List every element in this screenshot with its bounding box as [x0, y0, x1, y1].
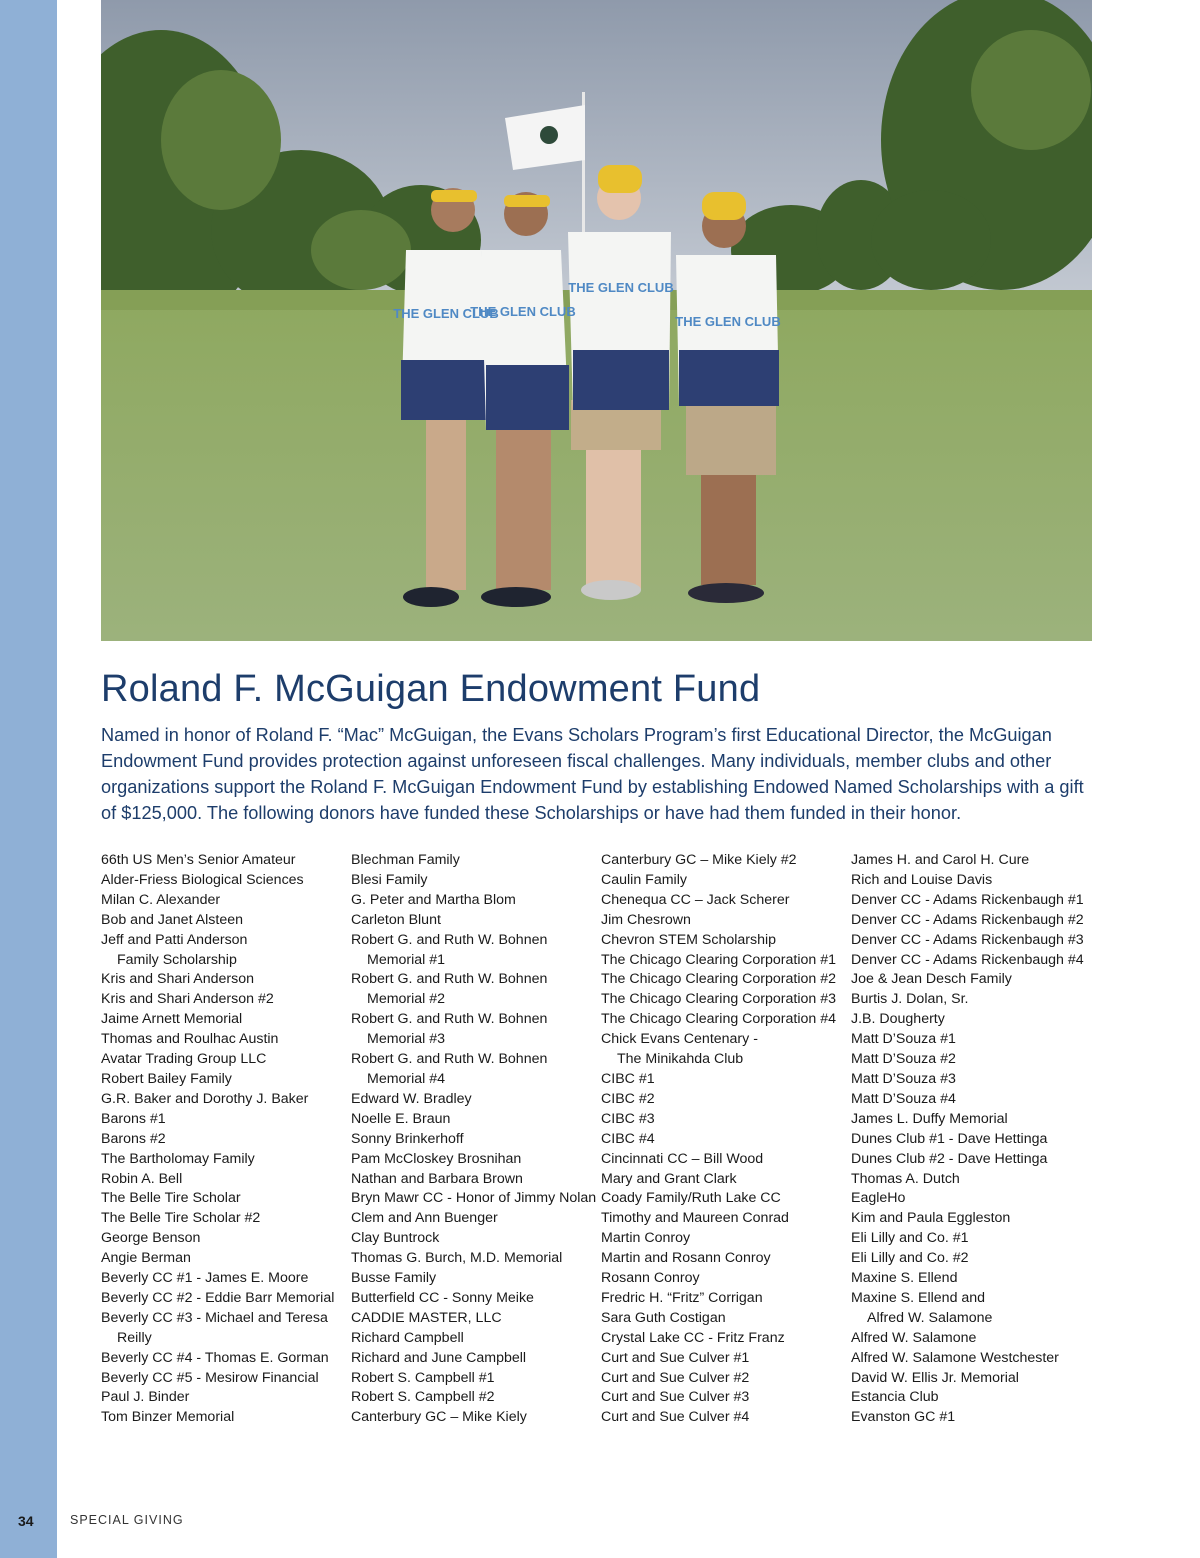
donor-entry: David W. Ellis Jr. Memorial: [851, 1369, 1019, 1386]
page-title: Roland F. McGuigan Endowment Fund: [101, 668, 761, 710]
donor-entry: Rich and Louise Davis: [851, 871, 993, 888]
donor-entry: Curt and Sue Culver #1: [601, 1349, 750, 1366]
donor-entry: Robert S. Campbell #1: [351, 1369, 495, 1386]
donor-entry: Busse Family: [351, 1270, 437, 1287]
donor-entry: Matt D’Souza #3: [851, 1070, 956, 1087]
donor-entry: Clay Buntrock: [351, 1230, 440, 1247]
donor-entry: Maxine S. Ellend and: [851, 1289, 986, 1306]
donor-entry: Robert G. and Ruth W. Bohnen: [351, 971, 548, 988]
donor-entry: Cincinnati CC – Bill Wood: [601, 1150, 764, 1167]
donor-entry: Robert G. and Ruth W. Bohnen: [351, 931, 548, 948]
donor-entry: Avatar Trading Group LLC: [101, 1051, 267, 1068]
donor-entry: Memorial #4: [367, 1070, 446, 1087]
donor-entry: Alfred W. Salamone: [851, 1329, 977, 1346]
donor-entry: Milan C. Alexander: [101, 891, 221, 908]
donor-entry: CIBC #2: [601, 1090, 655, 1107]
donor-entry: Kris and Shari Anderson: [101, 971, 254, 988]
donor-entry: Memorial #2: [367, 991, 446, 1008]
donor-entry: Chevron STEM Scholarship: [601, 931, 777, 948]
donor-entry: Beverly CC #1 - James E. Moore: [101, 1270, 309, 1287]
donor-entry: Bryn Mawr CC - Honor of Jimmy Nolan: [351, 1190, 597, 1207]
donor-entry: Burtis J. Dolan, Sr.: [851, 991, 969, 1008]
donor-entry: Denver CC - Adams Rickenbaugh #4: [851, 951, 1084, 968]
section-label: SPECIAL GIVING: [70, 1513, 184, 1527]
donor-entry: Evanston GC #1: [851, 1409, 956, 1426]
donor-entry: Thomas G. Burch, M.D. Memorial: [351, 1250, 563, 1267]
donor-entry: CIBC #1: [601, 1070, 655, 1087]
donor-entry: Caulin Family: [601, 871, 687, 888]
donor-entry: Blechman Family: [351, 852, 460, 868]
donor-entry: Clem and Ann Buenger: [351, 1210, 498, 1227]
donor-entry: J.B. Dougherty: [851, 1011, 945, 1028]
donor-entry: Matt D’Souza #2: [851, 1051, 956, 1068]
donor-column-3: [601, 851, 851, 1428]
donor-entry: Eli Lilly and Co. #1: [851, 1230, 969, 1247]
donor-entry: Mary and Grant Clark: [601, 1170, 737, 1187]
donor-entry: Eli Lilly and Co. #2: [851, 1250, 969, 1267]
donor-entry: The Belle Tire Scholar #2: [101, 1210, 261, 1227]
donor-entry: Memorial #3: [367, 1031, 446, 1048]
donor-entry: Sara Guth Costigan: [601, 1309, 726, 1326]
vest-text-3: THE GLEN CLUB: [568, 280, 674, 295]
donor-entry: Dunes Club #1 - Dave Hettinga: [851, 1130, 1048, 1147]
donor-entry: Beverly CC #4 - Thomas E. Gorman: [101, 1349, 329, 1366]
donor-entry: The Chicago Clearing Corporation #4: [601, 1011, 837, 1028]
donor-entry: Nathan and Barbara Brown: [351, 1170, 523, 1187]
donor-entry: Memorial #1: [367, 951, 446, 968]
donor-entry: Maxine S. Ellend: [851, 1270, 958, 1287]
donor-entry: Robert G. and Ruth W. Bohnen: [351, 1051, 548, 1068]
donor-entry: Blesi Family: [351, 871, 428, 888]
donor-entry: CIBC #3: [601, 1110, 655, 1127]
page-number: 34: [18, 1513, 34, 1529]
donor-entry: Curt and Sue Culver #4: [601, 1409, 750, 1426]
intro-paragraph: Named in honor of Roland F. “Mac” McGuigan, the Evans Scholars Program’s first Educational Director, the McGuigan Endowment Fund provides protection against unforeseen fiscal challenges. Many individuals, member clubs and other organizations support the Roland F. McGuigan Endowment Fund by establishing Endowed Named Scholarships with a gift of $125,000. The following donors have funded these Scholarships or have had them funded in their honor.: [101, 725, 1084, 823]
caddie-group-photo: [101, 0, 1092, 641]
donor-entry: Alfred W. Salamone: [867, 1309, 993, 1326]
donor-list: [101, 851, 1101, 1428]
donor-entry: Canterbury GC – Mike Kiely: [351, 1409, 527, 1426]
donor-entry: Paul J. Binder: [101, 1389, 190, 1406]
donor-entry: CADDIE MASTER, LLC: [351, 1309, 502, 1326]
donor-entry: Curt and Sue Culver #3: [601, 1389, 750, 1406]
donor-entry: Jaime Arnett Memorial: [101, 1011, 243, 1028]
donor-column-4: [851, 851, 1101, 1428]
donor-entry: Alder-Friess Biological Sciences: [101, 871, 304, 888]
donor-entry: Family Scholarship: [117, 951, 237, 968]
donor-entry: James H. and Carol H. Cure: [851, 852, 1030, 868]
donor-entry: The Minikahda Club: [617, 1051, 744, 1068]
donor-entry: Denver CC - Adams Rickenbaugh #1: [851, 891, 1084, 908]
donor-entry: Edward W. Bradley: [351, 1090, 472, 1107]
donor-entry: The Chicago Clearing Corporation #1: [601, 951, 837, 968]
donor-entry: Crystal Lake CC - Fritz Franz: [601, 1329, 785, 1346]
donor-entry: CIBC #4: [601, 1130, 655, 1147]
donor-entry: Fredric H. “Fritz” Corrigan: [601, 1289, 763, 1306]
donor-entry: The Bartholomay Family: [101, 1150, 255, 1167]
vest-text-4: THE GLEN CLUB: [675, 314, 781, 329]
donor-entry: Richard Campbell: [351, 1329, 464, 1346]
donor-entry: Barons #2: [101, 1130, 166, 1147]
donor-entry: Dunes Club #2 - Dave Hettinga: [851, 1150, 1048, 1167]
donor-entry: James L. Duffy Memorial: [851, 1110, 1008, 1127]
donor-entry: Butterfield CC - Sonny Meike: [351, 1289, 534, 1306]
donor-column-2: [351, 851, 601, 1428]
donor-entry: George Benson: [101, 1230, 201, 1247]
donor-entry: Matt D’Souza #4: [851, 1090, 956, 1107]
donor-entry: Sonny Brinkerhoff: [351, 1130, 464, 1147]
donor-entry: Beverly CC #2 - Eddie Barr Memorial: [101, 1289, 335, 1306]
donor-entry: Robert S. Campbell #2: [351, 1389, 495, 1406]
donor-entry: Jeff and Patti Anderson: [101, 931, 248, 948]
donor-entry: Denver CC - Adams Rickenbaugh #2: [851, 911, 1084, 928]
donor-entry: Richard and June Campbell: [351, 1349, 527, 1366]
vest-text-2: THE GLEN CLUB: [470, 304, 576, 319]
donor-entry: The Belle Tire Scholar: [101, 1190, 241, 1207]
donor-entry: Beverly CC #5 - Mesirow Financial: [101, 1369, 319, 1386]
donor-entry: Robert G. and Ruth W. Bohnen: [351, 1011, 548, 1028]
side-color-band: [0, 0, 57, 1558]
donor-entry: Noelle E. Braun: [351, 1110, 451, 1127]
donor-entry: Chick Evans Centenary -: [601, 1031, 758, 1048]
donor-entry: Coady Family/Ruth Lake CC: [601, 1190, 781, 1207]
donor-entry: G.R. Baker and Dorothy J. Baker: [101, 1090, 309, 1107]
donor-entry: Reilly: [117, 1329, 152, 1346]
donor-entry: Denver CC - Adams Rickenbaugh #3: [851, 931, 1084, 948]
donor-entry: Rosann Conroy: [601, 1270, 700, 1287]
donor-entry: Robin A. Bell: [101, 1170, 183, 1187]
donor-entry: The Chicago Clearing Corporation #3: [601, 991, 837, 1008]
donor-entry: Angie Berman: [101, 1250, 191, 1267]
donor-entry: EagleHo: [851, 1190, 906, 1207]
donor-entry: Kris and Shari Anderson #2: [101, 991, 274, 1008]
donor-entry: Jim Chesrown: [601, 911, 691, 928]
donor-entry: Carleton Blunt: [351, 911, 441, 928]
donor-entry: Beverly CC #3 - Michael and Teresa: [101, 1309, 328, 1326]
donor-entry: Thomas and Roulhac Austin: [101, 1031, 279, 1048]
donor-entry: Martin Conroy: [601, 1230, 691, 1247]
donor-entry: Curt and Sue Culver #2: [601, 1369, 750, 1386]
donor-entry: Alfred W. Salamone Westchester: [851, 1349, 1059, 1366]
donor-entry: Kim and Paula Eggleston: [851, 1210, 1011, 1227]
donor-entry: Chenequa CC – Jack Scherer: [601, 891, 790, 908]
donor-entry: Timothy and Maureen Conrad: [601, 1210, 789, 1227]
donor-entry: Thomas A. Dutch: [851, 1170, 960, 1187]
donor-column-1: [101, 851, 351, 1428]
donor-entry: The Chicago Clearing Corporation #2: [601, 971, 837, 988]
vest-text-1: THE GLEN CLUB: [393, 306, 499, 321]
donor-entry: Matt D’Souza #1: [851, 1031, 956, 1048]
donor-entry: 66th US Men’s Senior Amateur: [101, 852, 296, 868]
donor-entry: G. Peter and Martha Blom: [351, 891, 516, 908]
donor-entry: Canterbury GC – Mike Kiely #2: [601, 852, 797, 868]
donor-entry: Martin and Rosann Conroy: [601, 1250, 771, 1267]
donor-entry: Estancia Club: [851, 1389, 939, 1406]
donor-entry: Joe & Jean Desch Family: [851, 971, 1012, 988]
donor-entry: Robert Bailey Family: [101, 1070, 232, 1087]
donor-entry: Pam McCloskey Brosnihan: [351, 1150, 522, 1167]
donor-entry: Barons #1: [101, 1110, 166, 1127]
donor-entry: Tom Binzer Memorial: [101, 1409, 235, 1426]
photo-illustration: [101, 0, 1092, 641]
donor-entry: Bob and Janet Alsteen: [101, 911, 243, 928]
